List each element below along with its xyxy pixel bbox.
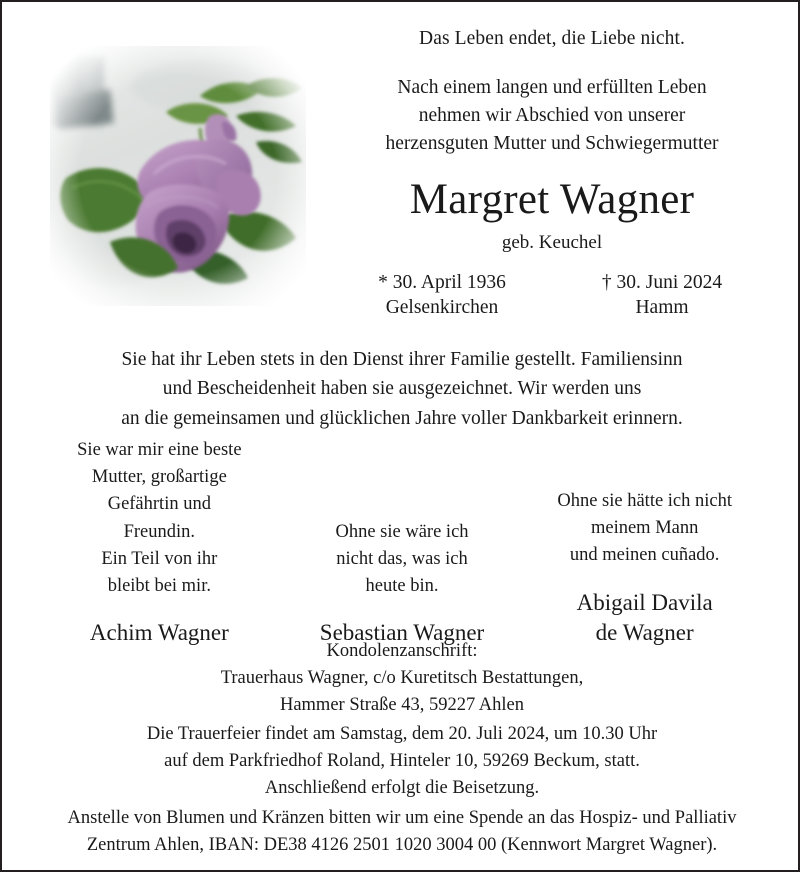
intro-line-3: herzensguten Mutter und Schwiegermutter — [385, 132, 719, 154]
intro-line-2: nehmen wir Abschied von unserer — [418, 105, 686, 126]
ceremony-line-2: auf dem Parkfriedhof Roland, Hinteler 10, 59269 Beckum, statt. — [164, 751, 640, 771]
intro-text — [332, 74, 772, 157]
eulogy-line-3: an die gemeinsamen und glücklichen Jahre voller Dankbarkeit erinnern. — [121, 407, 683, 429]
death-date: † 30. Juni 2024 — [601, 271, 723, 293]
verse-line: Ein Teil von ihr — [101, 548, 218, 569]
eulogy-line-1: Sie hat ihr Leben stets in den Dienst ihrer Familie gestellt. Familiensinn — [121, 349, 683, 370]
header-block — [332, 26, 772, 321]
condolence-heading: Kondolenzanschrift: — [326, 641, 478, 661]
verse-line: meinem Mann — [590, 518, 699, 539]
verse-line: Sie war mir eine beste — [77, 440, 242, 460]
ceremony-block — [42, 721, 762, 802]
eulogy-paragraph — [52, 345, 752, 433]
verse-line: Ohne sie wäre ich — [335, 521, 469, 542]
signature-line: de Wagner — [595, 620, 694, 646]
verse-line: Ohne sie hätte ich nicht — [557, 490, 733, 511]
rose-photograph — [50, 46, 306, 306]
life-dates — [332, 270, 772, 321]
verse-line: und meinen cuñado. — [569, 545, 720, 566]
deceased-name: Margret Wagner — [409, 176, 695, 224]
verse-line: Freundin. — [123, 521, 196, 542]
donation-line-1: Anstelle von Blumen und Kränzen bitten wir um eine Spende an das Hospiz- und Palliativ — [67, 808, 737, 828]
verse-line: bleibt bei mir. — [107, 575, 211, 596]
intro-line-1: Nach einem langen und erfüllten Leben — [397, 77, 707, 99]
tribute-column-1 — [38, 437, 281, 649]
death-place: Hamm — [635, 297, 689, 319]
birth-info — [332, 270, 552, 321]
eulogy-line-2: und Bescheidenheit haben sie ausgezeichnet. Wir werden uns — [162, 378, 642, 400]
tribute-verse — [287, 519, 518, 601]
ceremony-line-3: Anschließend erfolgt die Beisetzung. — [264, 778, 540, 798]
tribute-verse — [44, 437, 275, 600]
signature-line: Achim Wagner — [89, 620, 229, 646]
donation-block — [42, 805, 762, 859]
verse-line: nicht das, was ich — [336, 548, 468, 569]
tribute-column-2 — [281, 519, 524, 649]
motto: Das Leben endet, die Liebe nicht. — [419, 28, 685, 49]
signature-line: Abigail Davila — [576, 589, 713, 615]
tribute-column-3 — [523, 488, 766, 649]
tribute-verse — [529, 488, 760, 570]
death-info — [552, 270, 772, 321]
birth-date: * 30. April 1936 — [378, 271, 506, 293]
condolence-line-2: Hammer Straße 43, 59227 Ahlen — [279, 695, 525, 715]
birth-place: Gelsenkirchen — [385, 297, 499, 319]
donation-line-2: Zentrum Ahlen, IBAN: DE38 4126 2501 1020 3004 00 (Kennwort Margret Wagner). — [86, 835, 718, 855]
verse-line: heute bin. — [365, 575, 439, 596]
tribute-columns — [38, 437, 766, 649]
maiden-name: geb. Keuchel — [501, 231, 603, 253]
verse-line: Gefährtin und — [107, 494, 211, 515]
condolence-line-1: Trauerhaus Wagner, c/o Kuretitsch Bestattungen, — [220, 668, 584, 688]
condolence-address-block — [42, 638, 762, 719]
verse-line: Mutter, großartige — [91, 467, 227, 488]
ceremony-line-1: Die Trauerfeier findet am Samstag, dem 20. Juli 2024, um 10.30 Uhr — [146, 724, 658, 744]
signature-line: Sebastian Wagner — [319, 620, 485, 646]
